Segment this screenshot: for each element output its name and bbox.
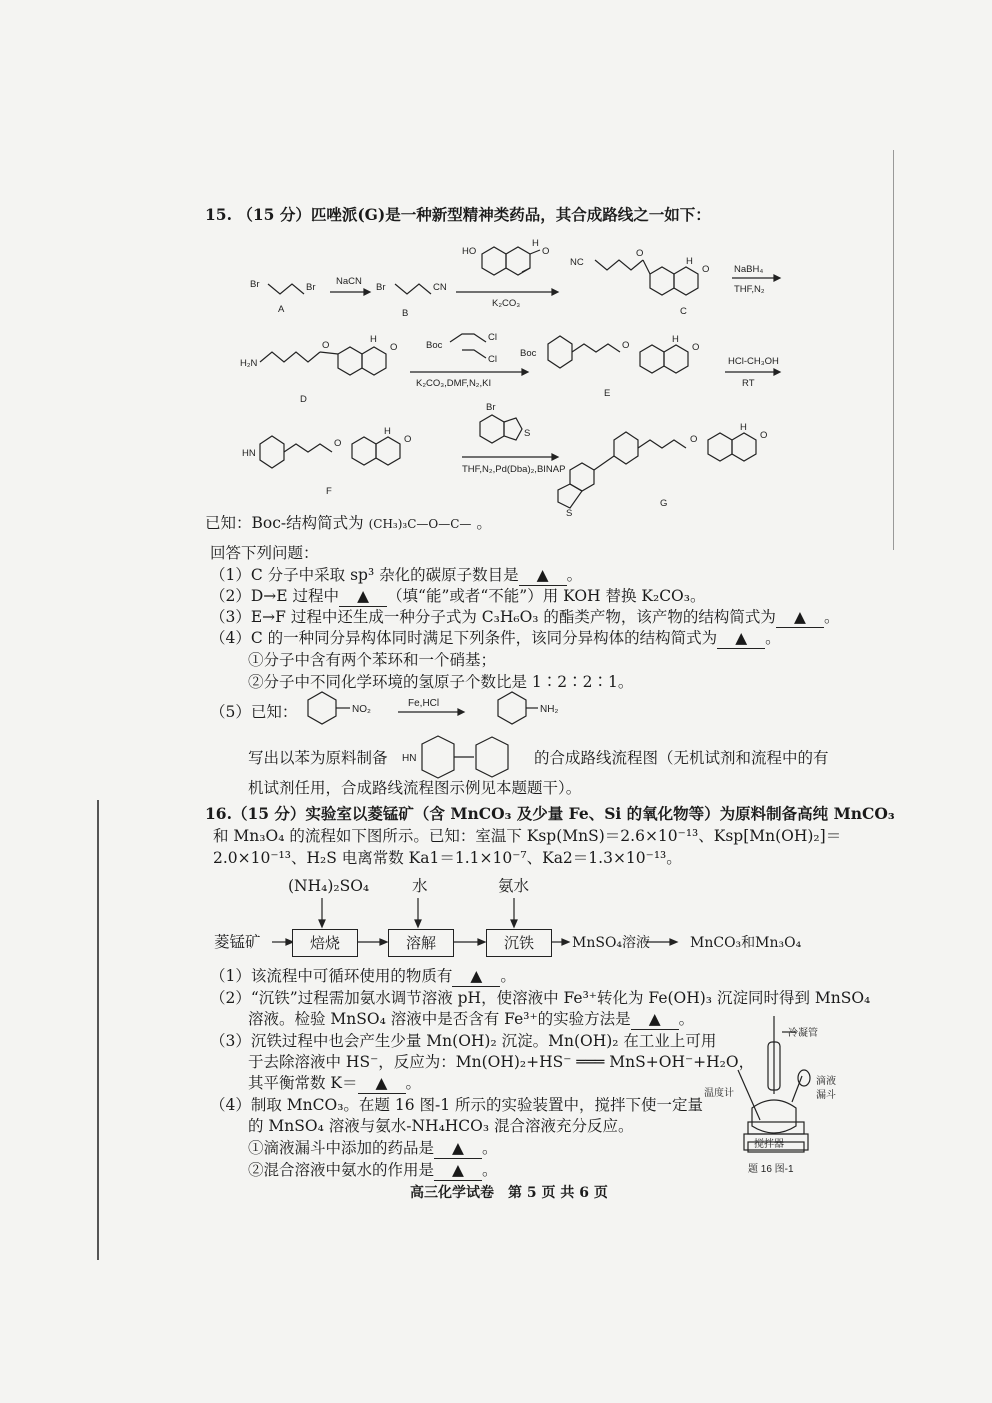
q16-p2-end: 。 (678, 1010, 695, 1028)
q15-p3 (210, 607, 839, 628)
reagent-rt: RT (742, 378, 755, 389)
label-cn-b: CN (433, 282, 447, 293)
q15-p4-cond2: ②分子中不同化学环境的氢原子个数比是 1∶2∶2∶1。 (248, 673, 634, 691)
label-h-g: H (740, 422, 747, 433)
q16-apparatus-figure (704, 1012, 844, 1188)
label-ho: HO (462, 246, 477, 257)
q15-p3-text: （3）E→F 过程中还生成一种分子式为 C₃H₆O₃ 的酯类产物，该产物的结构简式为 (210, 608, 776, 626)
label-o-f: O (334, 438, 342, 449)
label-o2-f: O (404, 434, 412, 445)
reagent-bromobenzothiophene (480, 415, 504, 443)
label-br-a2: Br (306, 282, 316, 293)
q15-p1-text: （1）C 分子中采取 sp³ 杂化的碳原子数目是 (210, 566, 519, 584)
label-o-c: O (636, 248, 644, 259)
q16-p3-text: 其平衡常数 K＝ (248, 1074, 358, 1092)
boc-structure: (CH₃)₃C—O—C— (368, 517, 472, 531)
compound-f-benzo (352, 437, 376, 465)
label-stirrer: 搅拌器 (754, 1139, 784, 1150)
q15-p3-end: 。 (823, 608, 840, 626)
compound-f-piperazine (260, 436, 284, 468)
q15-p4-text: （4）C 的一种同分异构体同时满足下列条件，该同分异构体的结构简式为 (210, 629, 718, 647)
flow-box-dissolve: 溶解 (388, 929, 454, 957)
label-a: A (278, 304, 285, 315)
q15-p5-text-2: 的合成路线流程图（无机试剂和流程中的有 (534, 749, 829, 767)
flow-box-iron-removal: 沉铁 (486, 929, 552, 957)
label-cl1: Cl (488, 332, 497, 343)
compound-e-benzo (640, 345, 664, 373)
label-br-a1: Br (250, 279, 260, 290)
q15-p4-end: 。 (765, 629, 781, 647)
q16-p3-blank[interactable]: ▲ (358, 1073, 406, 1094)
q16-p2-text: 溶液。检验 MnSO₄ 溶液中是否含有 Fe³⁺的实验方法是 (248, 1010, 631, 1028)
known-boc-period: 。 (476, 514, 492, 532)
label-funnel-2: 漏斗 (816, 1090, 836, 1101)
label-s-g: S (566, 508, 573, 519)
label-h-e: H (672, 334, 679, 345)
q15-p5-text-3: 机试剂任用，合成路线流程图示例见本题题干）。 (248, 779, 582, 797)
dropping-funnel (792, 1076, 802, 1102)
label-nh2: NH₂ (540, 704, 559, 715)
compound-c-benzo (650, 267, 674, 295)
reagent-quinolinone-benzo (482, 247, 506, 275)
label-o-e: O (622, 340, 630, 351)
q16-p4-sub2-blank[interactable]: ▲ (434, 1160, 482, 1181)
q16-p4-line1: （4）制取 MnCO₃。在题 16 图-1 所示的实验装置中，搅拌下使一定量 (210, 1096, 704, 1114)
flow-output-products: MnCO₃和Mn₃O₄ (690, 935, 802, 951)
label-c: C (680, 306, 687, 317)
label-o2-g: O (760, 430, 768, 441)
page-edge-line (893, 150, 894, 550)
compound-e-piperazine (548, 336, 572, 368)
q16-p4-sub2-text: ②混合溶液中氨水的作用是 (248, 1161, 435, 1179)
label-o2-c: O (702, 264, 710, 275)
q16-line2: 和 Mn₃O₄ 的流程如下图所示。已知：室温下 Ksp(MnS)＝2.6×10⁻¹³、Ksp[Mn(OH)₂]＝ (213, 827, 842, 845)
compound-b-skeleton (395, 284, 431, 294)
reagent-k2co3: K₂CO₃ (492, 298, 521, 309)
nitrobenzene-ring (308, 692, 336, 724)
q16-p4-sub2 (248, 1160, 498, 1181)
flow-box-roasting: 焙烧 (292, 929, 358, 957)
label-o-g: O (690, 434, 698, 445)
q16-p1 (210, 966, 516, 987)
flow-input-water: 水 (412, 877, 428, 895)
target-piperazine-ring (422, 736, 454, 778)
compound-d-chain (260, 352, 320, 362)
label-e: E (604, 388, 611, 399)
label-h-f: H (384, 426, 391, 437)
label-d: D (300, 394, 307, 405)
label-boc-reagent: Boc (426, 340, 443, 351)
q15-p2-blank[interactable]: ▲ (339, 586, 387, 607)
q16-p1-end: 。 (500, 967, 516, 985)
label-br-b: Br (376, 282, 386, 293)
compound-g-piperazine (614, 432, 638, 464)
q16-line1: 16.（15 分）实验室以菱锰矿（含 MnCO₃ 及少量 Fe、Si 的氧化物等）为原料制备高纯 MnCO₃ (205, 804, 895, 823)
label-h2n: H₂N (240, 358, 258, 369)
label-o2-e: O (692, 342, 700, 353)
q15-p1-end: 。 (566, 566, 583, 584)
compound-g-benzo (708, 433, 732, 461)
q16-p2-line2 (248, 1009, 694, 1030)
known-boc-text: 已知：Boc-结构简式为 (205, 514, 364, 532)
q15-p4-blank[interactable]: ▲ (717, 628, 765, 649)
q16-p4-sub1-blank[interactable]: ▲ (434, 1138, 482, 1159)
label-no2: NO₂ (352, 704, 371, 715)
thermometer (738, 1070, 760, 1120)
q15-answer-header: 回答下列问题： (210, 544, 319, 562)
aniline-ring (498, 692, 526, 724)
q16-p3-line3 (248, 1073, 421, 1094)
q16-p3-line1: （3）沉铁过程中也会产生少量 Mn(OH)₂ 沉淀。Mn(OH)₂ 在工业上可用 (210, 1032, 717, 1050)
label-cl2: Cl (488, 354, 497, 365)
figure-caption: 题 16 图-1 (748, 1164, 794, 1175)
label-h-d: H (370, 334, 377, 345)
q16-p1-text: （1）该流程中可循环使用的物质有 (210, 967, 453, 985)
compound-g-benzothiophene (570, 463, 594, 491)
label-boc-e: Boc (520, 348, 537, 359)
q16-p3-end: 。 (405, 1074, 422, 1092)
q16-p4-sub1 (248, 1138, 498, 1159)
q15-synthesis-scheme (230, 232, 830, 522)
q15-p4-cond1: ①分子中含有两个苯环和一个硝基； (248, 651, 497, 669)
label-b: B (402, 308, 409, 319)
reagent-nacn: NaCN (336, 276, 362, 287)
flow-output-mnso4: MnSO₄溶液 (572, 935, 651, 951)
q15-p1 (210, 565, 582, 586)
q15-p2-text: （2）D→E 过程中 (210, 587, 340, 605)
label-hn-f: HN (242, 448, 256, 459)
q15-p5-reaction (298, 686, 598, 732)
q15-p5-text: 写出以苯为原料制备 (248, 749, 388, 767)
q15-header: 15. （15 分）匹唑派(G)是一种新型精神类药品，其合成路线之一如下： (205, 205, 711, 224)
flow-input-ammonium-sulfate: (NH₄)₂SO₄ (288, 877, 370, 895)
q16-p4-sub1-text: ①滴液漏斗中添加的药品是 (248, 1139, 435, 1157)
compound-g-chain (638, 440, 686, 448)
label-hn-target: HN (402, 753, 417, 764)
label-funnel-1: 滴液 (816, 1076, 836, 1087)
compound-a-skeleton (268, 284, 304, 294)
compound-c-pyridinone (674, 267, 698, 295)
reagent-k2co3-dmf: K₂CO₃,DMF,N₂,KI (416, 378, 492, 389)
q16-p4-sub2-end: 。 (482, 1161, 498, 1179)
label-g: G (660, 498, 668, 509)
label-h-c: H (686, 256, 693, 267)
q15-p3-blank[interactable]: ▲ (776, 607, 824, 628)
compound-c-chain (595, 260, 643, 270)
q15-p4 (210, 628, 781, 649)
q16-p3-line2: 于去除溶液中 HS⁻，反应为：Mn(OH)₂+HS⁻ ═══ MnS+OH⁻+H₂O， (248, 1053, 755, 1071)
binding-margin-line (97, 800, 99, 1260)
flow-start-ore: 菱锰矿 (214, 933, 261, 951)
compound-f-chain (284, 444, 332, 452)
reagent-fe-hcl: Fe,HCl (408, 698, 440, 709)
page-footer: 高三化学试卷 第 5 页 共 6 页 (410, 1185, 608, 1201)
label-condenser: 冷凝管 (788, 1028, 818, 1039)
q15-p5-label: （5）已知： (210, 703, 298, 721)
q16-line3: 2.0×10⁻¹³、H₂S 电离常数 Ka1＝1.1×10⁻⁷、Ka2＝1.3×10⁻¹³。 (213, 849, 682, 867)
q16-p2-blank[interactable]: ▲ (631, 1009, 679, 1030)
label-o2-d: O (390, 342, 398, 353)
q16-p4-sub1-end: 。 (482, 1139, 498, 1157)
label-nc: NC (570, 257, 584, 268)
target-phenyl-ring (476, 737, 508, 777)
q16-p2-line1: （2）“沉铁”过程需加氨水调节溶液 pH，使溶液中 Fe³⁺转化为 Fe(OH)₃ 沉淀同时得到 MnSO₄ (210, 989, 871, 1007)
label-h-reagent: H (532, 238, 539, 249)
compound-d-pyridinone (362, 347, 386, 375)
q16-p4-line2: 的 MnSO₄ 溶液与氨水-NH₄HCO₃ 混合溶液充分反应。 (248, 1117, 634, 1135)
label-thermometer: 温度计 (704, 1088, 734, 1099)
label-s-reagent: S (524, 428, 531, 439)
reagent-pd-binap: THF,N₂,Pd(Dba)₂,BINAP (462, 464, 566, 475)
compound-d-benzo (338, 347, 362, 375)
reagent-nabh4: NaBH₄ (734, 264, 764, 275)
flow-input-ammonia: 氨水 (498, 877, 530, 895)
q16-p1-blank[interactable]: ▲ (452, 966, 500, 987)
label-o-d: O (322, 340, 330, 351)
label-f: F (326, 486, 332, 497)
reagent-thf-n2: THF,N₂ (734, 284, 765, 295)
label-br-reagent: Br (486, 402, 496, 413)
q15-known-boc (205, 513, 492, 534)
label-o-reagent: O (542, 246, 550, 257)
compound-e-chain (572, 344, 620, 352)
q15-p2 (210, 586, 705, 607)
reagent-bis-chloroethyl-amine (450, 334, 486, 342)
q15-p2-end: （填“能”或者“不能”）用 KOH 替换 K₂CO₃。 (387, 587, 706, 605)
q15-p1-blank[interactable]: ▲ (519, 565, 567, 586)
reagent-hcl-ch3oh: HCl-CH₃OH (728, 356, 779, 367)
